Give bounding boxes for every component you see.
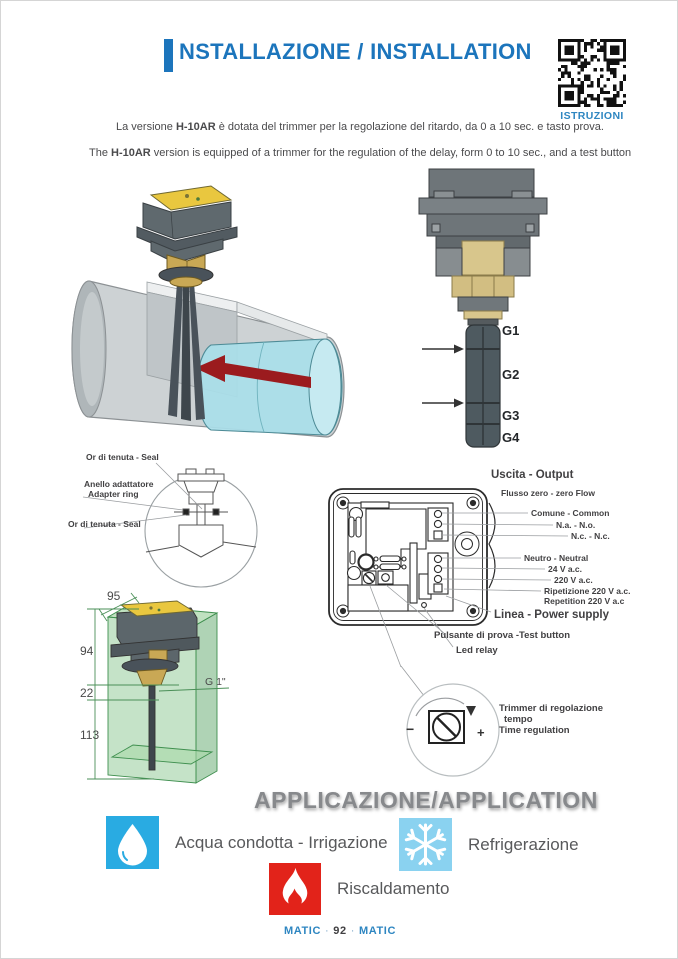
qr-code-icon <box>558 39 626 107</box>
adapter-ring-label-en: Adapter ring <box>88 489 139 499</box>
qr-block <box>557 39 627 122</box>
minus-sign: − <box>406 721 415 737</box>
flame-icon <box>269 863 321 915</box>
application-heating <box>269 863 449 915</box>
page-number: 92 <box>333 925 347 937</box>
page-title: NSTALLAZIONE / INSTALLATION <box>179 39 532 64</box>
flow-switch-device <box>137 186 237 287</box>
g3-label: G3 <box>502 408 520 423</box>
g1-label: G1 <box>502 323 520 338</box>
seal-label-bottom: Or di tenuta - Seal <box>68 519 141 529</box>
seal-detail-figure <box>56 449 336 599</box>
repetition-label-en: Repetition 220 V a.c <box>544 596 625 606</box>
repetition-label-it: Ripetizione 220 V a.c. <box>544 586 631 596</box>
trimmer-label-1: Trimmer di regolazione <box>499 703 603 714</box>
intro-it-suffix: è dotata del trimmer per la regolazione del ritardo, da 0 a 10 sec. e tasto prova. <box>215 121 604 133</box>
pipe-installation-figure <box>59 169 389 464</box>
g2-label: G2 <box>502 367 520 382</box>
trimmer-label-3: Time regulation <box>499 725 570 736</box>
intro-en-suffix: version is equipped of a trimmer for the regulation of the delay, form 0 to 10 sec., and a test button <box>150 147 632 159</box>
trimmer-detail-figure <box>394 646 678 786</box>
pcb <box>348 502 454 611</box>
application-water <box>106 816 388 869</box>
paddle-segments <box>466 325 500 447</box>
page-footer <box>1 925 678 937</box>
wiring-diagram <box>326 461 678 667</box>
model-name: H-10AR <box>175 121 216 133</box>
intro-en-prefix: The <box>89 147 112 159</box>
footer-separator: · <box>350 925 355 937</box>
g4-label: G4 <box>502 430 520 445</box>
probe-body <box>419 169 547 325</box>
test-button-component <box>378 571 393 584</box>
water-drop-icon <box>106 816 159 869</box>
trimmer-component <box>362 571 376 585</box>
no-label: N.a. - N.o. <box>556 520 596 530</box>
dim-width: 95 <box>107 589 121 603</box>
applications-title: APPLICAZIONE/APPLICATION <box>254 787 598 813</box>
intro-line-italian <box>116 121 604 133</box>
intro-line-english <box>89 147 631 159</box>
trim-arrows <box>422 345 464 408</box>
dimension-figure <box>79 587 314 799</box>
common-label: Comune - Common <box>531 508 610 518</box>
plus-sign: + <box>477 725 485 740</box>
power-supply-label: Linea - Power supply <box>494 609 610 621</box>
220v-label: 220 V a.c. <box>554 575 593 585</box>
application-label: Riscaldamento <box>337 879 450 898</box>
qr-caption: ISTRUZIONI <box>560 110 624 122</box>
24v-label: 24 V a.c. <box>548 564 583 574</box>
seal-label-top: Or di tenuta - Seal <box>86 452 159 462</box>
trimmer-label-2: tempo <box>504 714 533 725</box>
nc-label: N.c. - N.c. <box>571 531 610 541</box>
intro-it-prefix: La versione <box>116 121 176 133</box>
footer-brand-left: MATIC <box>284 925 322 937</box>
application-label: Refrigerazione <box>468 834 579 854</box>
application-label: Acqua condotta - Irrigazione <box>175 832 388 852</box>
title-accent-bar <box>164 39 173 72</box>
trimmer-screw <box>429 711 464 743</box>
dim-thread-height: 22 <box>80 686 94 700</box>
neutral-label: Neutro - Neutral <box>524 553 589 563</box>
probe-figure <box>394 167 594 459</box>
footer-separator: · <box>325 925 330 937</box>
dim-paddle-height: 113 <box>80 728 100 742</box>
dim-body-height: 94 <box>80 644 94 658</box>
zero-flow-label: Flusso zero - zero Flow <box>501 488 595 498</box>
model-name: H-10AR <box>111 147 151 159</box>
water-cylinder <box>197 339 342 435</box>
adapter-ring-label-it: Anello adattatore <box>84 479 154 489</box>
thread-size-label: G 1" <box>205 676 226 688</box>
output-title: Uscita - Output <box>491 469 574 481</box>
led-relay-label: Led relay <box>456 645 498 656</box>
footer-brand-right: MATIC <box>358 925 396 937</box>
terminal-block-power <box>428 553 448 594</box>
test-button-label: Pulsante di prova -Test button <box>434 630 570 641</box>
